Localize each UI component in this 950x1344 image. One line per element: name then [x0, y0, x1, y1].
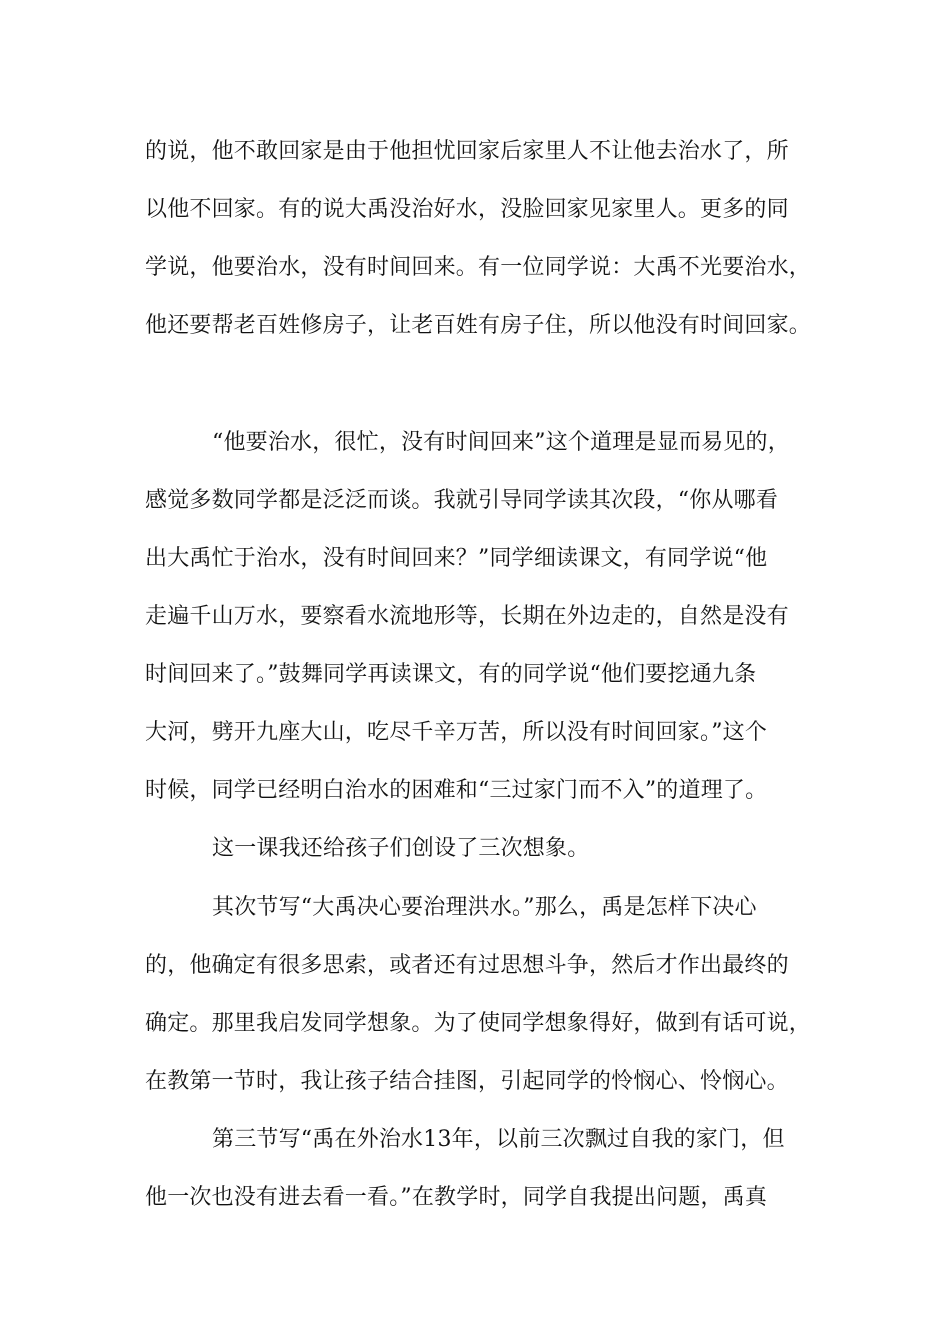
- text-line: 在教第一节时，我让孩子结合挂图，引起同学的怜悯心、怜悯心。: [145, 1069, 789, 1094]
- text-line: 他一次也没有进去看一看。”在教学时，同学自我提出问题，禹真: [145, 1185, 768, 1210]
- text-line: 的，他确定有很多思索，或者还有过思想斗争，然后才作出最终的: [145, 953, 789, 978]
- text-line: 感觉多数同学都是泛泛而谈。我就引导同学读其次段，“你从哪看: [145, 488, 779, 513]
- text-line: 第三节写“禹在外治水13年，以前三次飘过自我的家门，但: [212, 1127, 785, 1152]
- text-line: “他要治水，很忙，没有时间回来”这个道理是显而易见的，: [212, 430, 790, 455]
- text-line: 这一课我还给孩子们创设了三次想象。: [212, 836, 590, 861]
- text-line: 以他不回家。有的说大禹没治好水，没脸回家见家里人。更多的同: [145, 197, 789, 222]
- text-line: 走遍千山万水，要察看水流地形等，长期在外边走的，自然是没有: [145, 604, 789, 629]
- text-line: 他还要帮老百姓修房子，让老百姓有房子住，所以他没有时间回家。: [145, 313, 812, 338]
- text-line: 其次节写“大禹决心要治理洪水。”那么，禹是怎样下决心: [212, 895, 757, 920]
- text-line: 时间回来了。”鼓舞同学再读课文，有的同学说“他们要挖通九条: [145, 662, 757, 687]
- text-line: 大河，劈开九座大山，吃尽千辛万苦，所以没有时间回家。”这个: [145, 720, 768, 745]
- text-line: 的说，他不敢回家是由于他担忧回家后家里人不让他去治水了，所: [145, 139, 789, 164]
- text-line: 学说，他要治水，没有时间回来。有一位同学说：大禹不光要治水，: [145, 255, 812, 280]
- text-line: 时候，同学已经明白治水的困难和“三过家门而不入”的道理了。: [145, 778, 768, 803]
- text-line: 出大禹忙于治水，没有时间回来？”同学细读课文，有同学说“他: [145, 546, 768, 571]
- text-line: 确定。那里我启发同学想象。为了使同学想象得好，做到有话可说，: [145, 1011, 812, 1036]
